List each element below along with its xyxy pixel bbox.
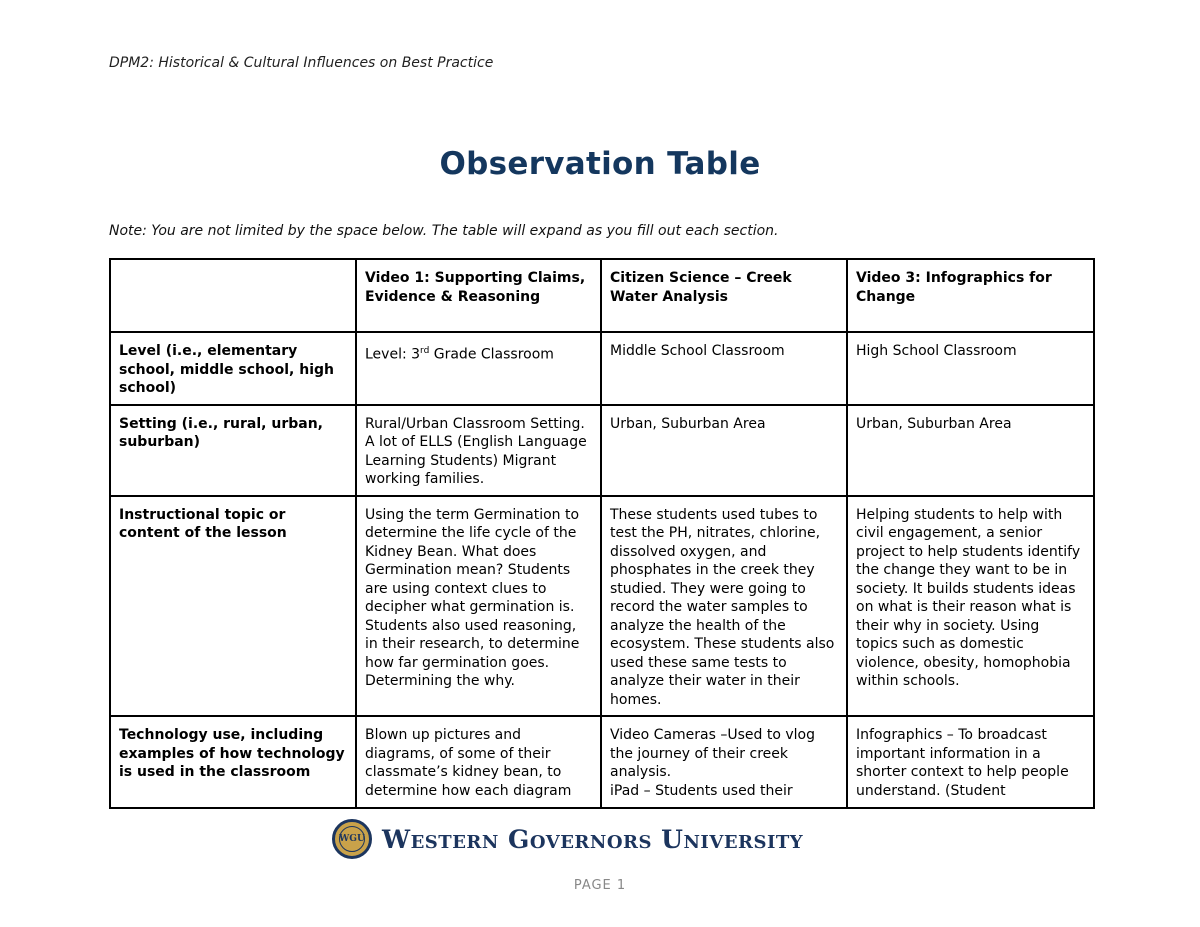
column-header-video1: Video 1: Supporting Claims, Evidence & Reasoning bbox=[356, 259, 601, 332]
level-text: Level: 3 bbox=[365, 346, 421, 363]
table-cell: Urban, Suburban Area bbox=[601, 405, 847, 496]
seal-monogram: WGU bbox=[339, 826, 365, 852]
table-corner-cell bbox=[110, 259, 356, 332]
logo-wordmark: Western Governors University bbox=[382, 824, 804, 854]
table-cell: Blown up pictures and diagrams, of some of their classmate’s kidney bean, to determine how each diagram bbox=[356, 716, 601, 808]
observation-table bbox=[109, 258, 1095, 809]
page-title: Observation Table bbox=[439, 146, 761, 182]
table-cell: High School Classroom bbox=[847, 332, 1094, 405]
table-cell: Using the term Germination to determine the life cycle of the Kidney Bean. What does Germination mean? Students are using context clues to decipher what germination is. Students also used reasoning, in their research, to determine how far germination goes. Determining the why. bbox=[356, 496, 601, 717]
table-header-row bbox=[110, 259, 1094, 332]
column-header-citizen-science: Citizen Science – Creek Water Analysis bbox=[601, 259, 847, 332]
tech-cell-line: iPad – Students used their bbox=[610, 782, 793, 799]
row-label-setting: Setting (i.e., rural, urban, suburban) bbox=[110, 405, 356, 496]
seal-icon bbox=[332, 819, 372, 859]
level-superscript: rd bbox=[420, 346, 430, 356]
tech-cell-line: Video Cameras –Used to vlog the journey of their creek analysis. bbox=[610, 727, 815, 780]
table-cell: Middle School Classroom bbox=[601, 332, 847, 405]
instruction-note: Note: You are not limited by the space below. The table will expand as you fill out each section. bbox=[109, 223, 779, 239]
table-cell: Helping students to help with civil engagement, a senior project to help students identify the change they want to be in society. It builds students ideas on what is their reason what is their why in society. Using topics such as domestic violence, obesity, homophobia within schools. bbox=[847, 496, 1094, 717]
row-label-level: Level (i.e., elementary school, middle school, high school) bbox=[110, 332, 356, 405]
table-cell: These students used tubes to test the PH, nitrates, chlorine, dissolved oxygen, and phosphates in the creek they studied. They were going to record the water samples to analyze the health of the ecosystem. These students also used these same tests to analyze their water in their homes. bbox=[601, 496, 847, 717]
table-row bbox=[110, 332, 1094, 405]
table-row bbox=[110, 496, 1094, 717]
table-cell: Urban, Suburban Area bbox=[847, 405, 1094, 496]
table-cell: Rural/Urban Classroom Setting. A lot of ELLS (English Language Learning Students) Migrant working families. bbox=[356, 405, 601, 496]
row-label-topic: Instructional topic or content of the lesson bbox=[110, 496, 356, 717]
row-label-technology: Technology use, including examples of how technology is used in the classroom bbox=[110, 716, 356, 808]
page-number: PAGE 1 bbox=[573, 878, 627, 893]
table-row bbox=[110, 405, 1094, 496]
level-text-suffix: Grade Classroom bbox=[429, 346, 554, 363]
column-header-video3: Video 3: Infographics for Change bbox=[847, 259, 1094, 332]
table-cell: Infographics – To broadcast important information in a shorter context to help people understand. (Student bbox=[847, 716, 1094, 808]
table-cell bbox=[601, 716, 847, 808]
course-header: DPM2: Historical & Cultural Influences on Best Practice bbox=[109, 55, 494, 71]
table-row bbox=[110, 716, 1094, 808]
table-cell bbox=[356, 332, 601, 405]
wgu-logo bbox=[332, 817, 803, 861]
